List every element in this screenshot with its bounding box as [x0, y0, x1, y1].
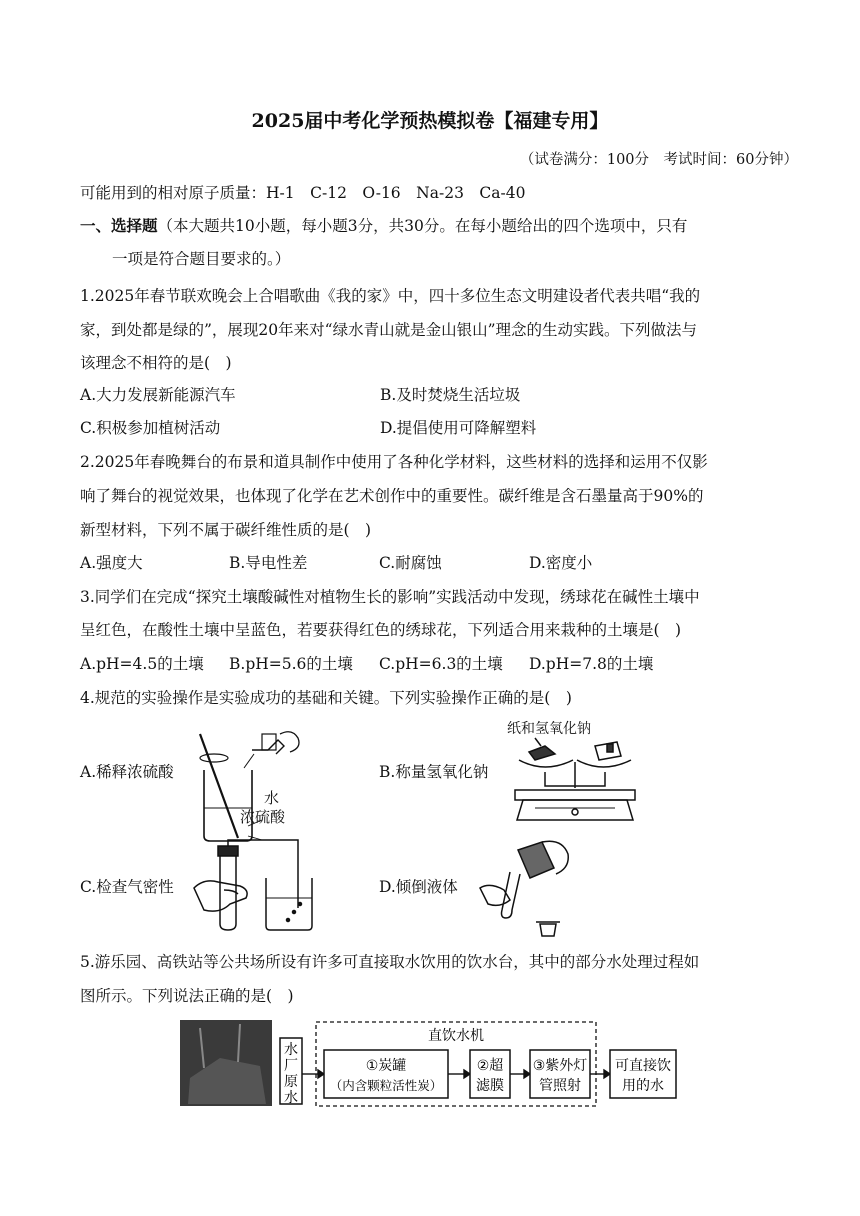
q2-stem-2: 响了舞台的视觉效果，也体现了化学在艺术创作中的重要性。碳纤维是含石墨量高于90%的 [80, 487, 704, 505]
exam-info: （试卷满分：100分 考试时间：60分钟） [519, 152, 798, 168]
page-title: 2025届中考化学预热模拟卷【福建专用】 [251, 110, 609, 132]
q2-option-d[interactable]: D.密度小 [529, 554, 593, 572]
q3-option-b[interactable]: B.pH=5.6的土壤 [229, 655, 353, 673]
q2-stem-3: 新型材料，下列不属于碳纤维性质的是( ) [80, 521, 372, 539]
section-heading [80, 216, 687, 236]
step-uv-lamp [530, 1050, 590, 1098]
q2-option-c[interactable]: C.耐腐蚀 [379, 554, 442, 572]
fig-b-label: 纸和氢氧化钠 [507, 721, 591, 737]
q2-stem-1: 2.2025年春晚舞台的布景和道具制作中使用了各种化学材料，这些材料的选择和运用不仅影 [80, 453, 708, 471]
airtight-check-figure [190, 838, 320, 934]
q3-stem-2: 呈红色，在酸性土壤中呈蓝色，若要获得红色的绣球花，下列适合用来栽种的土壤是( ) [80, 621, 682, 639]
svg-text:水: 水 [284, 1090, 298, 1106]
source-box [280, 1038, 302, 1106]
q1-option-c[interactable]: C.积极参加植树活动 [80, 419, 221, 437]
step-ultrafiltration [470, 1050, 510, 1098]
q1-stem-2: 家，到处都是绿的”，展现20年来对“绿水青山就是金山银山”理念的生动实践。下列做法与 [80, 321, 697, 339]
fig-a-label-water: 水 [264, 789, 280, 807]
q4-option-b[interactable]: B.称量氢氧化钠 [379, 763, 489, 781]
q3-option-d[interactable]: D.pH=7.8的土壤 [529, 655, 654, 673]
q1-stem-1: 1.2025年春节联欢晚会上合唱歌曲《我的家》中，四十多位生态文明建设者代表共唱“我的 [80, 287, 701, 305]
q3-option-a[interactable]: A.pH=4.5的土壤 [80, 655, 204, 673]
svg-text:可直接饮: 可直接饮 [615, 1058, 671, 1074]
water-process-flowchart [180, 1018, 680, 1110]
q3-option-c[interactable]: C.pH=6.3的土壤 [379, 655, 503, 673]
svg-text:滤膜: 滤膜 [476, 1078, 504, 1094]
group-label: 直饮水机 [428, 1028, 484, 1044]
svg-text:水: 水 [284, 1042, 298, 1058]
q4-option-c[interactable]: C.检查气密性 [80, 878, 174, 896]
q4-option-d[interactable]: D.倾倒液体 [379, 878, 458, 896]
q2-option-a[interactable]: A.强度大 [80, 554, 143, 572]
section-desc-1: （本大题共10小题，每小题3分，共30分。在每小题给出的四个选项中，只有 [157, 217, 688, 235]
section-desc-2: 一项是符合题目要求的。） [112, 250, 291, 268]
svg-text:管照射: 管照射 [539, 1078, 581, 1094]
svg-text:②超: ②超 [476, 1058, 504, 1074]
q5-stem-2: 图所示。下列说法正确的是( ) [80, 987, 294, 1005]
svg-text:原: 原 [284, 1074, 298, 1090]
q1-option-a[interactable]: A.大力发展新能源汽车 [80, 386, 236, 404]
q3-stem-1: 3.同学们在完成“探究土壤酸碱性对植物生长的影响”实践活动中发现，绣球花在碱性土壤中 [80, 588, 700, 606]
svg-text:厂: 厂 [284, 1058, 298, 1074]
balance-figure [505, 716, 645, 834]
dilute-acid-figure [180, 728, 330, 846]
svg-text:（内含颗粒活性炭）: （内含颗粒活性炭） [329, 1078, 443, 1093]
q4-option-a[interactable]: A.稀释浓硫酸 [80, 763, 174, 781]
q2-option-b[interactable]: B.导电性差 [229, 554, 308, 572]
q1-option-b[interactable]: B.及时焚烧生活垃圾 [380, 386, 521, 404]
svg-text:③紫外灯: ③紫外灯 [532, 1058, 588, 1074]
q1-option-d[interactable]: D.提倡使用可降解塑料 [380, 419, 537, 437]
pour-liquid-figure [470, 838, 580, 938]
q1-stem-3: 该理念不相符的是( ) [80, 354, 232, 372]
section-title: 一、选择题 [80, 216, 158, 235]
fig-a-label-acid: 浓硫酸 [240, 808, 286, 826]
svg-text:用的水: 用的水 [622, 1078, 664, 1094]
svg-text:①炭罐: ①炭罐 [365, 1058, 407, 1074]
output-box [610, 1050, 676, 1098]
q4-stem: 4.规范的实验操作是实验成功的基础和关键。下列实验操作正确的是( ) [80, 689, 572, 707]
q5-stem-1: 5.游乐园、高铁站等公共场所设有许多可直接取水饮用的饮水台，其中的部分水处理过程如 [80, 953, 700, 971]
step-carbon-tank [324, 1050, 448, 1098]
atomic-masses: 可能用到的相对原子质量：H-1 C-12 O-16 Na-23 Ca-40 [80, 184, 526, 202]
